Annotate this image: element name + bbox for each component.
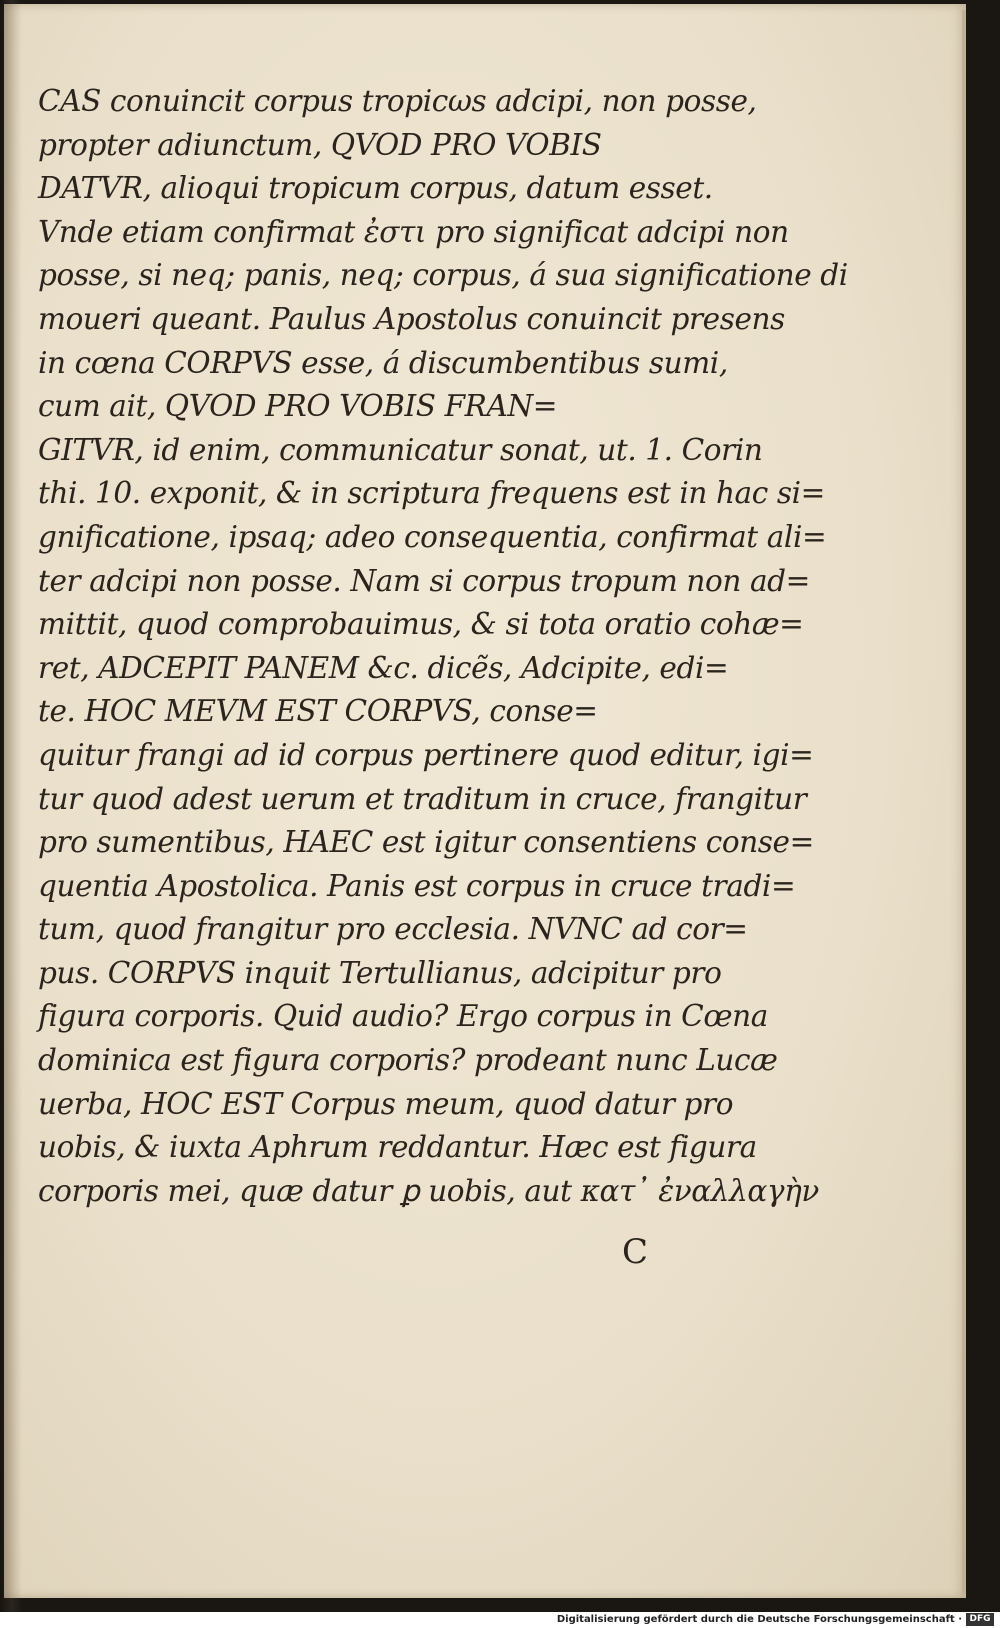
text-line: te. HOC MEVM EST CORPVS, conse= — [38, 694, 598, 729]
text-line: uobis, & iuxta Aphrum reddantur. Hæc est figura — [38, 1130, 757, 1165]
text-line: dominica est figura corporis? prodeant nunc Lucæ — [38, 1043, 778, 1078]
text-line: mittit, quod comprobauimus, & si tota oratio cohæ= — [38, 607, 804, 642]
text-line: ter adcipi non posse. Nam si corpus tropum non ad= — [38, 563, 810, 598]
text-line: posse, si neq; panis, neq; corpus, á sua significatione di — [38, 258, 848, 293]
spine-shadow — [4, 4, 22, 1598]
text-line: tur quod adest uerum et traditum in cruce, frangitur — [38, 781, 807, 816]
text-line: GITVR, id enim, communicatur sonat, ut. 1. Corin — [38, 432, 763, 467]
text-line: quentia Apostolica. Panis est corpus in cruce tradi= — [38, 868, 796, 903]
text-line: moueri queant. Paulus Apostolus conuincit presens — [38, 301, 785, 336]
text-line: corporis mei, quæ datur ꝑ uobis, aut κατ᾽ ἐναλλαγὴν — [38, 1173, 819, 1208]
text-line: figura corporis. Quid audio? Ergo corpus in Cœna — [38, 999, 768, 1034]
text-line: tum, quod frangitur pro ecclesia. NVNC ad cor= — [38, 912, 748, 947]
text-line: gnificatione, ipsaq; adeo consequentia, confirmat ali= — [38, 519, 827, 554]
dfg-logo: DFG — [966, 1613, 994, 1626]
text-line: uerba, HOC EST Corpus meum, quod datur pro — [38, 1086, 734, 1121]
text-line: cum ait, QVOD PRO VOBIS FRAN= — [38, 389, 558, 424]
text-line: propter adiunctum, QVOD PRO VOBIS — [38, 127, 602, 162]
text-line: pro sumentibus, HAEC est igitur consentiens conse= — [38, 825, 814, 860]
page-edge — [962, 10, 966, 1594]
text-line: DATVR, alioqui tropicum corpus, datum esset. — [38, 171, 713, 206]
text-line: quitur frangi ad id corpus pertinere quod editur, igi= — [38, 737, 814, 772]
text-line: CAS conuincit corpus tropicωs adcipi, non posse, — [38, 84, 757, 118]
signature-mark: C — [622, 1232, 649, 1272]
text-line: ret, ADCEPIT PANEM &c. dicẽs, Adcipite, edi= — [38, 650, 729, 685]
text-line: thi. 10. exponit, & in scriptura frequens est in hac si= — [38, 476, 825, 511]
text-line: pus. CORPVS inquit Tertullianus, adcipitur pro — [38, 955, 722, 990]
digitization-credit: Digitalisierung gefördert durch die Deutsche Forschungsgemeinschaft · — [556, 1614, 962, 1625]
text-line: Vnde etiam confirmat ἐστι pro significat adcipi non — [38, 214, 789, 249]
text-line: in cœna CORPVS esse, á discumbentibus sumi, — [38, 345, 728, 380]
page-text — [38, 80, 848, 1213]
